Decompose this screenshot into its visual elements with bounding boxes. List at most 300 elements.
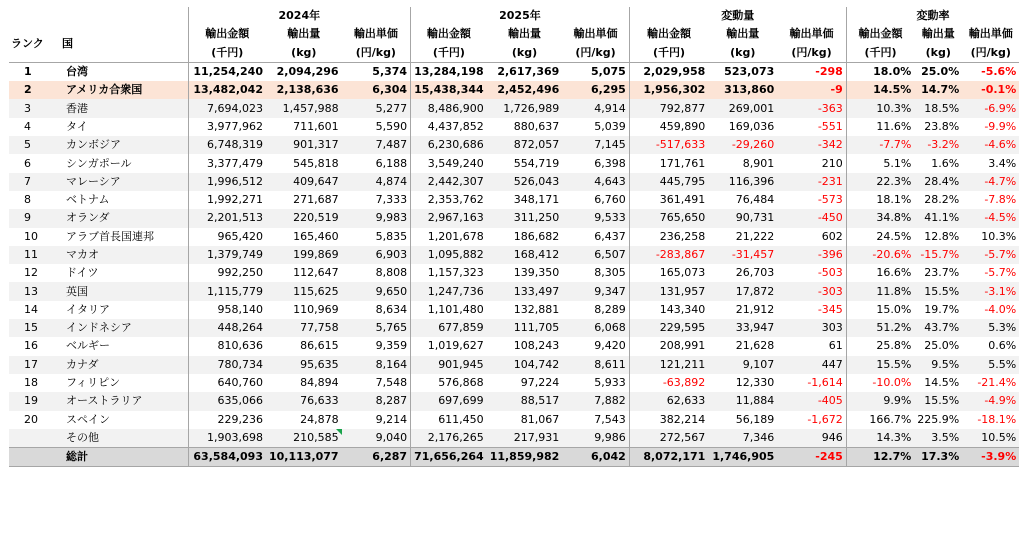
value-cell: [962, 301, 1019, 319]
value-text: 1,201,678: [427, 229, 484, 243]
table-row: [9, 228, 1019, 246]
value-cell: [266, 81, 342, 99]
value-text: 115,625: [293, 284, 339, 298]
value-cell: [629, 429, 708, 448]
value-cell: [266, 374, 342, 392]
value-cell: [629, 173, 708, 191]
value-text: 9,650: [375, 284, 408, 298]
value-cell: [708, 264, 777, 282]
rank-cell: [9, 448, 60, 467]
value-text: 18.0%: [873, 65, 912, 79]
value-cell: [487, 209, 563, 227]
rank-cell: 6: [24, 156, 31, 170]
value-cell: [629, 191, 708, 209]
value-cell: [777, 209, 846, 227]
value-cell: [962, 319, 1019, 337]
value-text: -31,457: [731, 248, 775, 261]
value-text: -7.8%: [984, 193, 1017, 207]
value-text: 10,113,077: [269, 450, 339, 464]
value-text: 61: [828, 339, 843, 353]
value-cell: [188, 429, 266, 448]
value-cell: [562, 136, 629, 154]
value-cell: [562, 154, 629, 172]
value-cell: [266, 154, 342, 172]
value-cell: [266, 319, 342, 337]
value-text: -283,867: [655, 248, 706, 261]
value-text: 15.0%: [876, 302, 912, 316]
country-cell: アラブ首長国連邦: [66, 229, 154, 243]
value-text: -63,892: [662, 376, 706, 390]
value-cell: [846, 429, 914, 448]
value-text: 3.5%: [931, 430, 960, 444]
value-cell: [411, 191, 487, 209]
value-cell: [487, 411, 563, 429]
value-cell: [562, 173, 629, 191]
value-text: 6,398: [594, 156, 626, 170]
value-text: -3.1%: [984, 284, 1017, 298]
value-cell: [914, 228, 962, 246]
value-text: 77,758: [300, 321, 339, 335]
value-text: 361,491: [659, 193, 706, 207]
value-cell: [342, 411, 411, 429]
value-text: 8,634: [375, 302, 408, 316]
column-unit: (円/kg): [962, 44, 1019, 63]
value-text: -7.7%: [879, 138, 912, 152]
value-cell: [562, 246, 629, 264]
value-text: 7,882: [594, 394, 626, 408]
value-cell: [914, 136, 962, 154]
value-cell: [266, 246, 342, 264]
value-cell: [342, 99, 411, 117]
value-cell: [411, 209, 487, 227]
value-text: 8,486,900: [427, 101, 484, 115]
country-cell: タイ: [66, 119, 88, 133]
value-cell: [962, 191, 1019, 209]
rank-cell: 15: [9, 319, 60, 337]
column-unit: (kg): [914, 44, 962, 63]
value-cell: [846, 81, 914, 99]
value-text: 3,549,240: [427, 156, 484, 170]
value-text: 523,073: [724, 65, 775, 79]
value-text: 1,247,736: [427, 284, 484, 298]
value-text: 25.8%: [876, 339, 912, 353]
table-row: [9, 282, 1019, 300]
value-text: 5.5%: [988, 357, 1017, 371]
value-text: 303: [821, 321, 843, 335]
value-text: 18.1%: [876, 193, 912, 207]
value-cell: [777, 319, 846, 337]
value-cell: [846, 264, 914, 282]
value-text: -0.1%: [981, 83, 1017, 97]
value-text: -4.0%: [984, 302, 1017, 316]
header-blank: [9, 7, 60, 25]
value-cell: [962, 356, 1019, 374]
value-cell: [411, 99, 487, 117]
value-text: 62,633: [666, 394, 706, 408]
value-cell: [962, 392, 1019, 410]
value-text: 2,617,369: [497, 65, 560, 79]
value-text: 143,340: [659, 302, 706, 316]
value-text: 11.8%: [876, 284, 912, 298]
value-cell: [342, 392, 411, 410]
value-text: 225.9%: [917, 412, 960, 426]
value-text: 880,637: [513, 119, 560, 133]
value-cell: [487, 62, 563, 81]
column-unit: (円/kg): [777, 44, 846, 63]
value-cell: [629, 448, 708, 467]
value-cell: [487, 319, 563, 337]
value-cell: [411, 374, 487, 392]
value-cell: [562, 392, 629, 410]
value-cell: [708, 228, 777, 246]
value-cell: [342, 246, 411, 264]
value-cell: [962, 448, 1019, 467]
value-cell: [342, 448, 411, 467]
value-text: 11,884: [735, 394, 775, 408]
value-cell: [914, 392, 962, 410]
value-text: 139,350: [513, 266, 560, 280]
value-cell: [777, 356, 846, 374]
column-title: 輸出量: [914, 25, 962, 43]
value-text: 131,957: [659, 284, 706, 298]
value-cell: [562, 264, 629, 282]
value-cell: [487, 392, 563, 410]
country-cell: カンボジア: [60, 136, 188, 154]
value-cell: [266, 282, 342, 300]
value-cell: [411, 81, 487, 99]
value-text: 5.3%: [988, 321, 1017, 335]
value-text: 11,254,240: [193, 65, 263, 79]
value-text: 28.2%: [924, 193, 960, 207]
value-text: -9: [830, 83, 843, 97]
value-text: 382,214: [659, 412, 706, 426]
value-text: 6,748,319: [207, 138, 263, 152]
column-unit: (千円): [188, 44, 266, 63]
value-cell: [846, 411, 914, 429]
export-data-table: [9, 7, 1019, 467]
value-cell: [188, 356, 266, 374]
value-text: -1,672: [807, 412, 843, 426]
value-cell: [777, 448, 846, 467]
value-cell: [914, 99, 962, 117]
value-text: 272,567: [659, 430, 706, 444]
group-header-change-amount: 変動量: [629, 7, 846, 25]
value-cell: [411, 282, 487, 300]
value-text: 1,157,323: [427, 266, 484, 280]
value-text: 51.2%: [876, 321, 912, 335]
value-text: 1,095,882: [427, 248, 484, 261]
value-cell: [914, 374, 962, 392]
value-text: 7,346: [742, 430, 775, 444]
value-cell: [777, 411, 846, 429]
value-cell: [487, 301, 563, 319]
value-cell: [342, 209, 411, 227]
value-cell: [487, 173, 563, 191]
value-text: 1,992,271: [207, 193, 263, 207]
value-cell: [487, 118, 563, 136]
value-text: 9.5%: [931, 357, 960, 371]
value-cell: [777, 374, 846, 392]
value-text: -363: [817, 101, 843, 115]
value-text: -20.6%: [872, 248, 912, 261]
value-text: 5,590: [375, 119, 408, 133]
value-text: 111,705: [513, 321, 560, 335]
value-text: 12.8%: [924, 229, 960, 243]
rank-cell: 10: [24, 229, 38, 243]
value-text: 1,101,480: [427, 302, 484, 316]
value-text: 8,305: [594, 266, 626, 280]
value-cell: [188, 319, 266, 337]
value-text: 86,615: [300, 339, 339, 353]
value-text: 132,881: [513, 302, 560, 316]
value-text: 6,295: [590, 83, 626, 97]
column-unit: (kg): [708, 44, 777, 63]
value-text: 112,647: [293, 266, 339, 280]
value-cell: [777, 62, 846, 81]
value-cell: [962, 282, 1019, 300]
value-cell: [708, 392, 777, 410]
value-text: 4,437,852: [427, 119, 484, 133]
value-cell: [914, 448, 962, 467]
value-text: 269,001: [728, 101, 775, 115]
country-cell: 総計: [60, 448, 188, 467]
country-cell: ベトナム: [66, 193, 110, 207]
rank-cell: 7: [9, 173, 60, 191]
value-text: 11,859,982: [489, 450, 560, 464]
value-cell: [962, 411, 1019, 429]
country-cell: シンガポール: [66, 156, 132, 170]
value-text: 14.5%: [873, 83, 912, 97]
value-text: 9,040: [375, 430, 408, 444]
value-text: 104,742: [513, 357, 560, 371]
value-text: 2,138,636: [276, 83, 339, 97]
rank-cell: 14: [24, 302, 38, 316]
table-row: [9, 99, 1019, 117]
value-text: 210,585: [293, 430, 339, 444]
value-text: 8,287: [375, 394, 408, 408]
value-cell: [342, 154, 411, 172]
value-text: 872,057: [513, 138, 560, 152]
value-text: 8,164: [375, 357, 408, 371]
value-text: 88,517: [520, 394, 560, 408]
value-text: 18.5%: [924, 101, 960, 115]
table-row: [9, 429, 1019, 448]
value-text: -10.0%: [872, 376, 912, 390]
value-text: -551: [817, 119, 843, 133]
value-text: 810,636: [217, 339, 263, 353]
table-row: [9, 246, 1019, 264]
value-text: 165,460: [293, 229, 339, 243]
value-cell: [342, 301, 411, 319]
value-cell: [708, 356, 777, 374]
value-cell: [629, 356, 708, 374]
value-cell: [914, 191, 962, 209]
value-text: 71,656,264: [414, 450, 484, 464]
rank-cell: 3: [9, 99, 60, 117]
value-cell: [342, 319, 411, 337]
value-text: 15.5%: [876, 357, 912, 371]
value-text: 7,145: [594, 138, 626, 152]
value-cell: [411, 154, 487, 172]
country-cell: インドネシア: [60, 319, 188, 337]
value-cell: [342, 118, 411, 136]
value-cell: [188, 173, 266, 191]
value-cell: [188, 411, 266, 429]
value-cell: [487, 154, 563, 172]
value-cell: [266, 392, 342, 410]
value-text: -21.4%: [977, 376, 1017, 390]
value-cell: [629, 228, 708, 246]
rank-cell: 18: [24, 376, 38, 390]
value-text: 1,996,512: [207, 174, 263, 188]
value-text: 7,487: [375, 138, 408, 152]
value-cell: [777, 429, 846, 448]
value-text: 409,647: [293, 174, 339, 188]
value-cell: [629, 99, 708, 117]
value-cell: [487, 81, 563, 99]
value-text: 6,068: [594, 321, 626, 335]
value-cell: [846, 319, 914, 337]
column-title: 輸出量: [708, 25, 777, 43]
value-cell: [266, 337, 342, 355]
value-text: 311,250: [513, 211, 560, 225]
value-text: -345: [817, 302, 843, 316]
value-text: 445,795: [659, 174, 706, 188]
value-cell: [411, 429, 487, 448]
value-cell: [188, 81, 266, 99]
value-text: 2,353,762: [427, 193, 484, 207]
export-table-container: [9, 7, 1019, 467]
value-cell: [411, 448, 487, 467]
value-text: 165,073: [659, 266, 706, 280]
table-row: [9, 337, 1019, 355]
value-cell: [708, 319, 777, 337]
value-text: 25.0%: [924, 339, 960, 353]
value-cell: [629, 118, 708, 136]
value-cell: [708, 209, 777, 227]
value-text: 14.3%: [876, 430, 912, 444]
value-text: 9,986: [594, 430, 626, 444]
value-text: 10.3%: [981, 229, 1017, 243]
value-cell: [914, 246, 962, 264]
value-text: 210: [821, 156, 843, 170]
value-text: 992,250: [217, 266, 263, 280]
table-row: [9, 118, 1019, 136]
value-cell: [708, 429, 777, 448]
value-text: 26,703: [735, 266, 775, 280]
value-cell: [188, 154, 266, 172]
rank-header: ランク: [9, 25, 60, 62]
value-cell: [708, 136, 777, 154]
value-cell: [562, 118, 629, 136]
value-text: 81,067: [520, 412, 560, 426]
value-text: 459,890: [659, 119, 706, 133]
value-cell: [846, 228, 914, 246]
value-cell: [562, 301, 629, 319]
country-cell: マカオ: [60, 246, 188, 264]
value-cell: [629, 337, 708, 355]
value-cell: [562, 356, 629, 374]
value-text: 23.8%: [924, 119, 960, 133]
value-text: 8,289: [594, 302, 626, 316]
value-text: -4.5%: [984, 211, 1017, 225]
value-text: -3.9%: [981, 450, 1017, 464]
value-text: 635,066: [217, 394, 263, 408]
value-cell: [962, 118, 1019, 136]
value-text: 34.8%: [876, 211, 912, 225]
value-cell: [266, 173, 342, 191]
value-text: 901,317: [293, 138, 339, 152]
value-text: 24,878: [300, 412, 339, 426]
country-cell: カナダ: [60, 356, 188, 374]
value-cell: [914, 62, 962, 81]
value-cell: [188, 392, 266, 410]
value-text: -18.1%: [977, 412, 1017, 426]
country-cell: イタリア: [66, 302, 110, 316]
value-cell: [411, 228, 487, 246]
table-body: [9, 62, 1019, 467]
value-cell: [487, 337, 563, 355]
value-text: 16.6%: [876, 266, 912, 280]
value-text: -231: [817, 174, 843, 188]
value-text: 12.7%: [873, 450, 912, 464]
value-cell: [914, 118, 962, 136]
value-text: -517,633: [655, 138, 706, 152]
value-cell: [411, 118, 487, 136]
value-cell: [411, 392, 487, 410]
value-text: 25.0%: [921, 65, 960, 79]
value-cell: [846, 356, 914, 374]
value-cell: [914, 337, 962, 355]
value-text: 11.6%: [876, 119, 912, 133]
value-text: 5,374: [372, 65, 408, 79]
value-cell: [342, 264, 411, 282]
value-cell: [188, 136, 266, 154]
value-text: -4.9%: [984, 394, 1017, 408]
value-cell: [914, 264, 962, 282]
value-text: 7,543: [594, 412, 626, 426]
value-text: 7,694,023: [207, 101, 263, 115]
value-text: 780,734: [217, 357, 263, 371]
value-cell: [846, 448, 914, 467]
value-cell: [846, 191, 914, 209]
value-cell: [962, 228, 1019, 246]
value-text: 21,912: [735, 302, 775, 316]
value-cell: [914, 154, 962, 172]
value-cell: [962, 136, 1019, 154]
column-title: 輸出単価: [562, 25, 629, 43]
value-text: -4.6%: [984, 138, 1017, 152]
value-text: 765,650: [659, 211, 706, 225]
value-text: -5.7%: [984, 266, 1017, 280]
table-row: [9, 356, 1019, 374]
value-cell: [188, 62, 266, 81]
column-title: 輸出金額: [846, 25, 914, 43]
value-cell: [708, 173, 777, 191]
value-cell: [777, 191, 846, 209]
value-cell: [562, 448, 629, 467]
value-cell: [708, 411, 777, 429]
value-text: 2,967,163: [427, 211, 484, 225]
value-text: 6,507: [594, 248, 626, 261]
country-cell: マレーシア: [60, 173, 188, 191]
value-cell: [188, 301, 266, 319]
country-cell: スペイン: [66, 412, 110, 426]
table-row: [9, 173, 1019, 191]
value-cell: [342, 374, 411, 392]
value-cell: [962, 209, 1019, 227]
rank-cell: [9, 429, 60, 448]
